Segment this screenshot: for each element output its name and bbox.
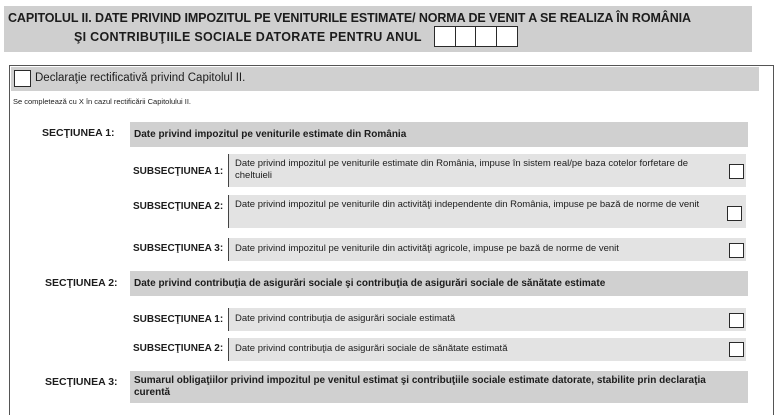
s1-subsectiunea-2-text: Date privind impozitul pe veniturile din activităţi independente din România, impuse pe bază de norme de venit	[235, 199, 700, 210]
sectiunea-2-label: SECŢIUNEA 2:	[45, 277, 118, 289]
s1-subsectiunea-3-text: Date privind impozitul pe veniturile din activităţi agricole, impuse pe bază de norme de venit	[235, 243, 619, 254]
sectiunea-1-label: SECŢIUNEA 1:	[42, 127, 115, 139]
s1-subsectiunea-2-label: SUBSECŢIUNEA 2:	[133, 201, 224, 212]
year-digit-box-2[interactable]	[455, 26, 477, 47]
s2-subsectiunea-1-label: SUBSECŢIUNEA 1:	[133, 314, 224, 325]
s1-subsectiunea-2-checkbox[interactable]	[727, 206, 742, 221]
sectiunea-3-label: SECŢIUNEA 3:	[45, 376, 118, 388]
s2-subsectiunea-2-text: Date privind contribuţia de asigurări sociale de sănătate estimată	[235, 343, 508, 354]
s2-subsectiunea-1-text: Date privind contribuţia de asigurări sociale estimată	[235, 313, 456, 324]
s1-subsectiunea-1-label: SUBSECŢIUNEA 1:	[133, 166, 224, 177]
s2-subsectiunea-2-label: SUBSECŢIUNEA 2:	[133, 343, 224, 354]
s1-subsectiunea-2-band	[228, 195, 746, 228]
s1-subsectiunea-1-band	[228, 154, 746, 187]
sectiunea-2-title: Date privind contribuţia de asigurări sociale şi contribuţia de asigurări sociale de sănătate estimate	[130, 271, 748, 296]
chapter-title-line1: CAPITOLUL II. DATE PRIVIND IMPOZITUL PE VENITURILE ESTIMATE/ NORMA DE VENIT A SE REALIZA ÎN ROMÂNIA	[8, 11, 691, 25]
year-digit-box-1[interactable]	[434, 26, 456, 47]
s2-subsectiunea-1-band	[228, 308, 746, 331]
s1-subsectiunea-3-label: SUBSECŢIUNEA 3:	[133, 243, 224, 254]
s1-subsectiunea-3-checkbox[interactable]	[729, 243, 744, 258]
rectificativa-label: Declaraţie rectificativă privind Capitolul II.	[35, 72, 246, 84]
year-digit-box-3[interactable]	[475, 26, 497, 47]
chapter-title-line2: ŞI CONTRIBUŢIILE SOCIALE DATORATE PENTRU ANUL	[74, 30, 422, 44]
s1-subsectiunea-1-checkbox[interactable]	[729, 164, 744, 179]
rectificativa-checkbox[interactable]	[14, 70, 31, 87]
sectiunea-3-title: Sumarul obligaţiilor privind impozitul pe venitul estimat şi contribuţiile sociale estimate datorate, stabilite prin declaraţia curentă	[130, 371, 748, 403]
s2-subsectiunea-2-band	[228, 338, 746, 361]
year-digit-box-4[interactable]	[496, 26, 518, 47]
s1-subsectiunea-3-band	[228, 238, 746, 261]
s2-subsectiunea-1-checkbox[interactable]	[729, 313, 744, 328]
s2-subsectiunea-2-checkbox[interactable]	[729, 342, 744, 357]
year-input-boxes[interactable]	[434, 26, 518, 47]
sectiunea-1-title: Date privind impozitul pe veniturile estimate din România	[130, 122, 748, 147]
rectificativa-note: Se completează cu X în cazul rectificării Capitolului II.	[13, 97, 191, 106]
s1-subsectiunea-1-text: Date privind impozitul pe veniturile estimate din România, impuse în sistem real/pe baza cotelor forfetare de cheltuieli	[235, 158, 689, 181]
